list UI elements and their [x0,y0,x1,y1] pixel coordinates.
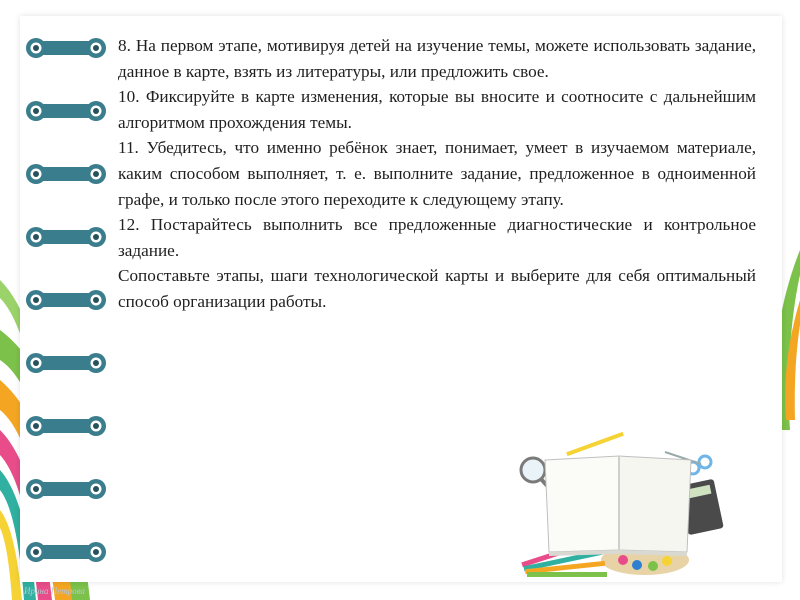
paragraph-summary: Сопоставьте этапы, шаги технологической карты и выберите для себя оптимальный способ организации работы. [118,266,756,311]
binder-rings [0,0,120,600]
paragraph-step-11: 11. Убедитесь, что именно ребёнок знает, понимает, умеет в изучаемом материале, каким способом выполняет, т. е. выполните задание, предложенное в одноименной графе, и только после этого переходите к следующему этапу. [118,138,756,209]
binder-ring-icon [26,537,106,567]
binder-ring-icon [26,348,106,378]
open-book-school-supplies-icon [515,432,730,582]
paragraph-step-12: 12. Постарайтесь выполнить все предложенные диагностические и контрольное задание. [118,215,756,260]
paragraph-step-8: 8. На первом этапе, мотивируя детей на изучение темы, можете использовать задание, данное в карте, взять из литературы, или предложить свое. [118,36,756,81]
binder-ring-icon [26,411,106,441]
instructions-text [118,33,756,315]
binder-ring-icon [26,96,106,126]
binder-ring-icon [26,285,106,315]
binder-ring-icon [26,474,106,504]
paragraph-step-10: 10. Фиксируйте в карте изменения, которые вы вносите и соотносите с дальнейшим алгоритмом прохождения темы. [118,87,756,132]
author-credit: Ирина Петрова [24,586,85,596]
binder-ring-icon [26,33,106,63]
binder-ring-icon [26,222,106,252]
binder-ring-icon [26,159,106,189]
